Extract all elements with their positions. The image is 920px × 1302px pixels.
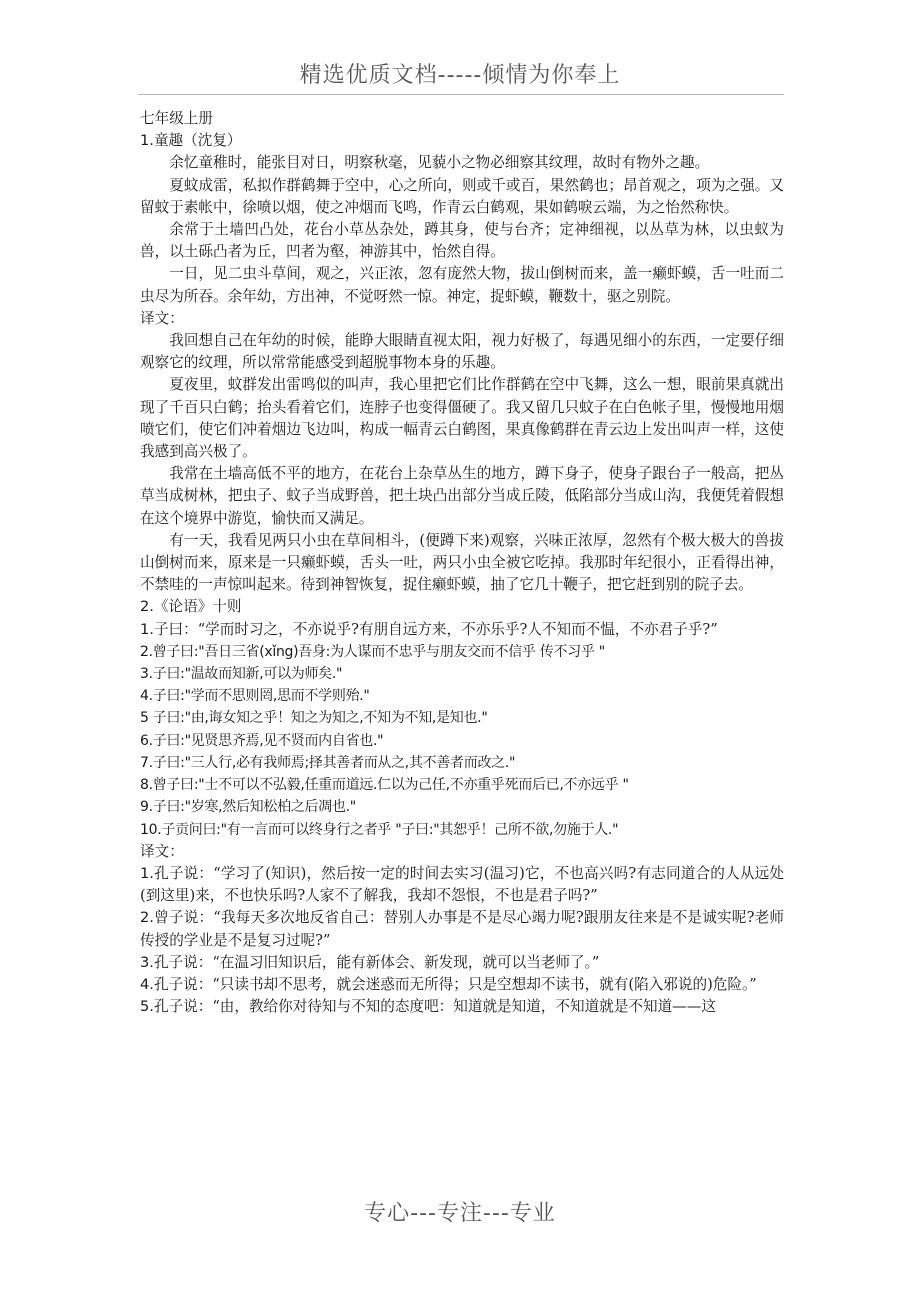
translation-item [140, 974, 784, 996]
item-number: 7. [140, 754, 153, 771]
item-number: 10. [140, 821, 162, 838]
item-text: 子曰:"岁寒,然后知松柏之后凋也." [152, 799, 356, 816]
item-text: 孔子说：“由，教给你对待知与不知的态度吧：知道就是知道，不知道就是不知道——这 [153, 998, 716, 1016]
item-text: 子曰:"学而不思则罔,思而不学则殆." [152, 688, 370, 705]
item-number: 3. [140, 666, 153, 683]
analects-item [140, 707, 784, 729]
item-text: 孔子说：“只读书却不思考，就会迷惑而无所得；只是空想却不读书，就有(陷入邪说的)危险。” [153, 975, 757, 993]
header-divider [138, 94, 784, 95]
item-number: 2. [140, 909, 154, 927]
item-text: 子曰：“学而时习之，不亦说乎?有朋自远方来，不亦乐乎?人不知而不愠，不亦君子乎?” [153, 620, 718, 638]
analects-item [140, 663, 784, 685]
analects-item [140, 619, 784, 641]
analects-item [140, 685, 784, 707]
item-text: 子贡问曰:"有一言而可以终身行之者乎 "子曰:"其恕乎！己所不欲,勿施于人." [161, 821, 619, 838]
original-paragraph: 余常于土墙凹凸处，花台小草丛杂处，蹲其身，使与台齐；定神细视，以丛草为林，以虫蚁为兽，以土砾凸者为丘，凹者为壑，神游其中，怡然自得。 [140, 221, 784, 261]
item-number: 4. [140, 975, 154, 993]
translation-item [140, 996, 784, 1018]
item-number: 4. [140, 688, 153, 705]
item-text: 曾子说：“我每天多次地反省自己：替别人办事是不是尽心竭力呢?跟朋友往来是不是诚实呢?老师传授的学业是不是复习过呢?” [140, 909, 784, 949]
item-text: 子曰:"三人行,必有我师焉;择其善者而从之,其不善者而改之." [152, 754, 516, 771]
item-number: 5. [140, 998, 154, 1016]
item-number: 5 [140, 710, 153, 727]
translation-item [140, 907, 784, 951]
item-text: 孔子说：“学习了(知识)，然后按一定的时间去实习(温习)它，不也高兴吗?有志同道合的人从远处(到这里)来，不也快乐吗?人家不了解我，我却不怨恨，不也是君子吗?” [140, 864, 784, 905]
translation-item [140, 863, 784, 907]
grade-title: 七年级上册 [140, 110, 213, 127]
item-number: 2. [140, 643, 153, 660]
section-heading-1 [140, 130, 784, 152]
original-paragraph: 一日，见二虫斗草间，观之，兴正浓，忽有庞然大物，拔山倒树而来，盖一癞虾蟆，舌一吐而二虫尽为所吞。余年幼，方出神，不觉呀然一惊。神定，捉虾蟆，鞭数十，驱之别院。 [140, 265, 784, 305]
page-footer: 专心---专注---专业 [364, 1201, 556, 1226]
translation-paragraph: 我回想自己在年幼的时候，能睁大眼睛直视太阳，视力好极了，每遇见细小的东西，一定要仔细观察它的纹理，所以常常能感受到超脱事物本身的乐趣。 [140, 332, 784, 372]
section-title: 《论语》十则 [153, 598, 242, 616]
translation-label: 译文： [140, 842, 184, 860]
translation-paragraph: 我常在土墙高低不平的地方，在花台上杂草丛生的地方，蹲下身子，使身子跟台子一般高，把丛草当成树林，把虫子、蚊子当成野兽，把土块凸出部分当成丘陵，低陷部分当成山沟，我便凭着假想在这个境界中游览，愉快而又满足。 [140, 465, 784, 527]
analects-item [140, 730, 784, 752]
section-heading-2 [140, 596, 784, 618]
page-header: 精选优质文档-----倾情为你奉上 [299, 63, 621, 88]
item-number: 9. [140, 799, 153, 816]
item-text: 孔子说：“在温习旧知识后，能有新体会、新发现，就可以当老师了。” [153, 953, 600, 971]
analects-item [140, 774, 784, 796]
translation-paragraph: 夏夜里，蚊群发出雷鸣似的叫声，我心里把它们比作群鹤在空中飞舞，这么一想，眼前果真就出现了千百只白鹤；抬头看着它们，连脖子也变得僵硬了。我又留几只蚊子在白色帐子里，慢慢地用烟喷它们，使它们冲着烟边飞边叫，构成一幅青云白鹤图，果真像鹤群在青云边上发出叫声一样，这使我感到高兴极了。 [140, 376, 784, 461]
analects-item [140, 752, 784, 774]
original-paragraph: 余忆童稚时，能张目对日，明察秋毫，见藐小之物必细察其纹理，故时有物外之趣。 [169, 154, 710, 172]
analects-item [140, 641, 784, 663]
analects-item [140, 819, 784, 841]
section-number: 1. [140, 132, 154, 150]
item-text: 曾子曰:"士不可以不弘毅,任重而道远.仁以为己任,不亦重乎死而后已,不亦远乎 " [152, 777, 629, 794]
document-body [140, 108, 784, 1018]
item-text: 曾子曰:"吾日三省(xǐng)吾身:为人谋而不忠乎与朋友交而不信乎 传不习乎 " [152, 643, 605, 660]
section-number: 2. [140, 598, 154, 616]
item-text: 子曰:"见贤思齐焉,见不贤而内自省也." [152, 732, 384, 749]
original-paragraph: 夏蚊成雷，私拟作群鹤舞于空中，心之所向，则或千或百，果然鹤也；昂首观之，项为之强。又留蚊于素帐中，徐喷以烟，使之冲烟而飞鸣，作青云白鹤观，果如鹤唳云端，为之怡然称快。 [140, 176, 784, 216]
item-number: 1. [140, 864, 154, 882]
translation-label: 译文： [140, 309, 184, 327]
item-text: 子曰:"温故而知新,可以为师矣." [152, 666, 343, 683]
analects-item [140, 796, 784, 818]
item-number: 8. [140, 777, 153, 794]
translation-paragraph: 有一天，我看见两只小虫在草间相斗，(便蹲下来)观察，兴味正浓厚，忽然有个极大极大的兽拔山倒树而来，原来是一只癞虾蟆，舌头一吐，两只小虫全被它吃掉。我那时年纪很小，正看得出神，不禁哇的一声惊叫起来。待到神智恢复，捉住癞虾蟆，抽了它几十鞭子，把它赶到别的院子去。 [140, 531, 784, 594]
section-title: 童趣（沈复） [153, 132, 242, 150]
item-text: 子曰:"由,诲女知之乎！知之为知之,不知为不知,是知也." [152, 710, 488, 727]
item-number: 3. [140, 953, 154, 971]
item-number: 6. [140, 732, 153, 749]
translation-item [140, 952, 784, 974]
item-number: 1. [140, 620, 154, 638]
